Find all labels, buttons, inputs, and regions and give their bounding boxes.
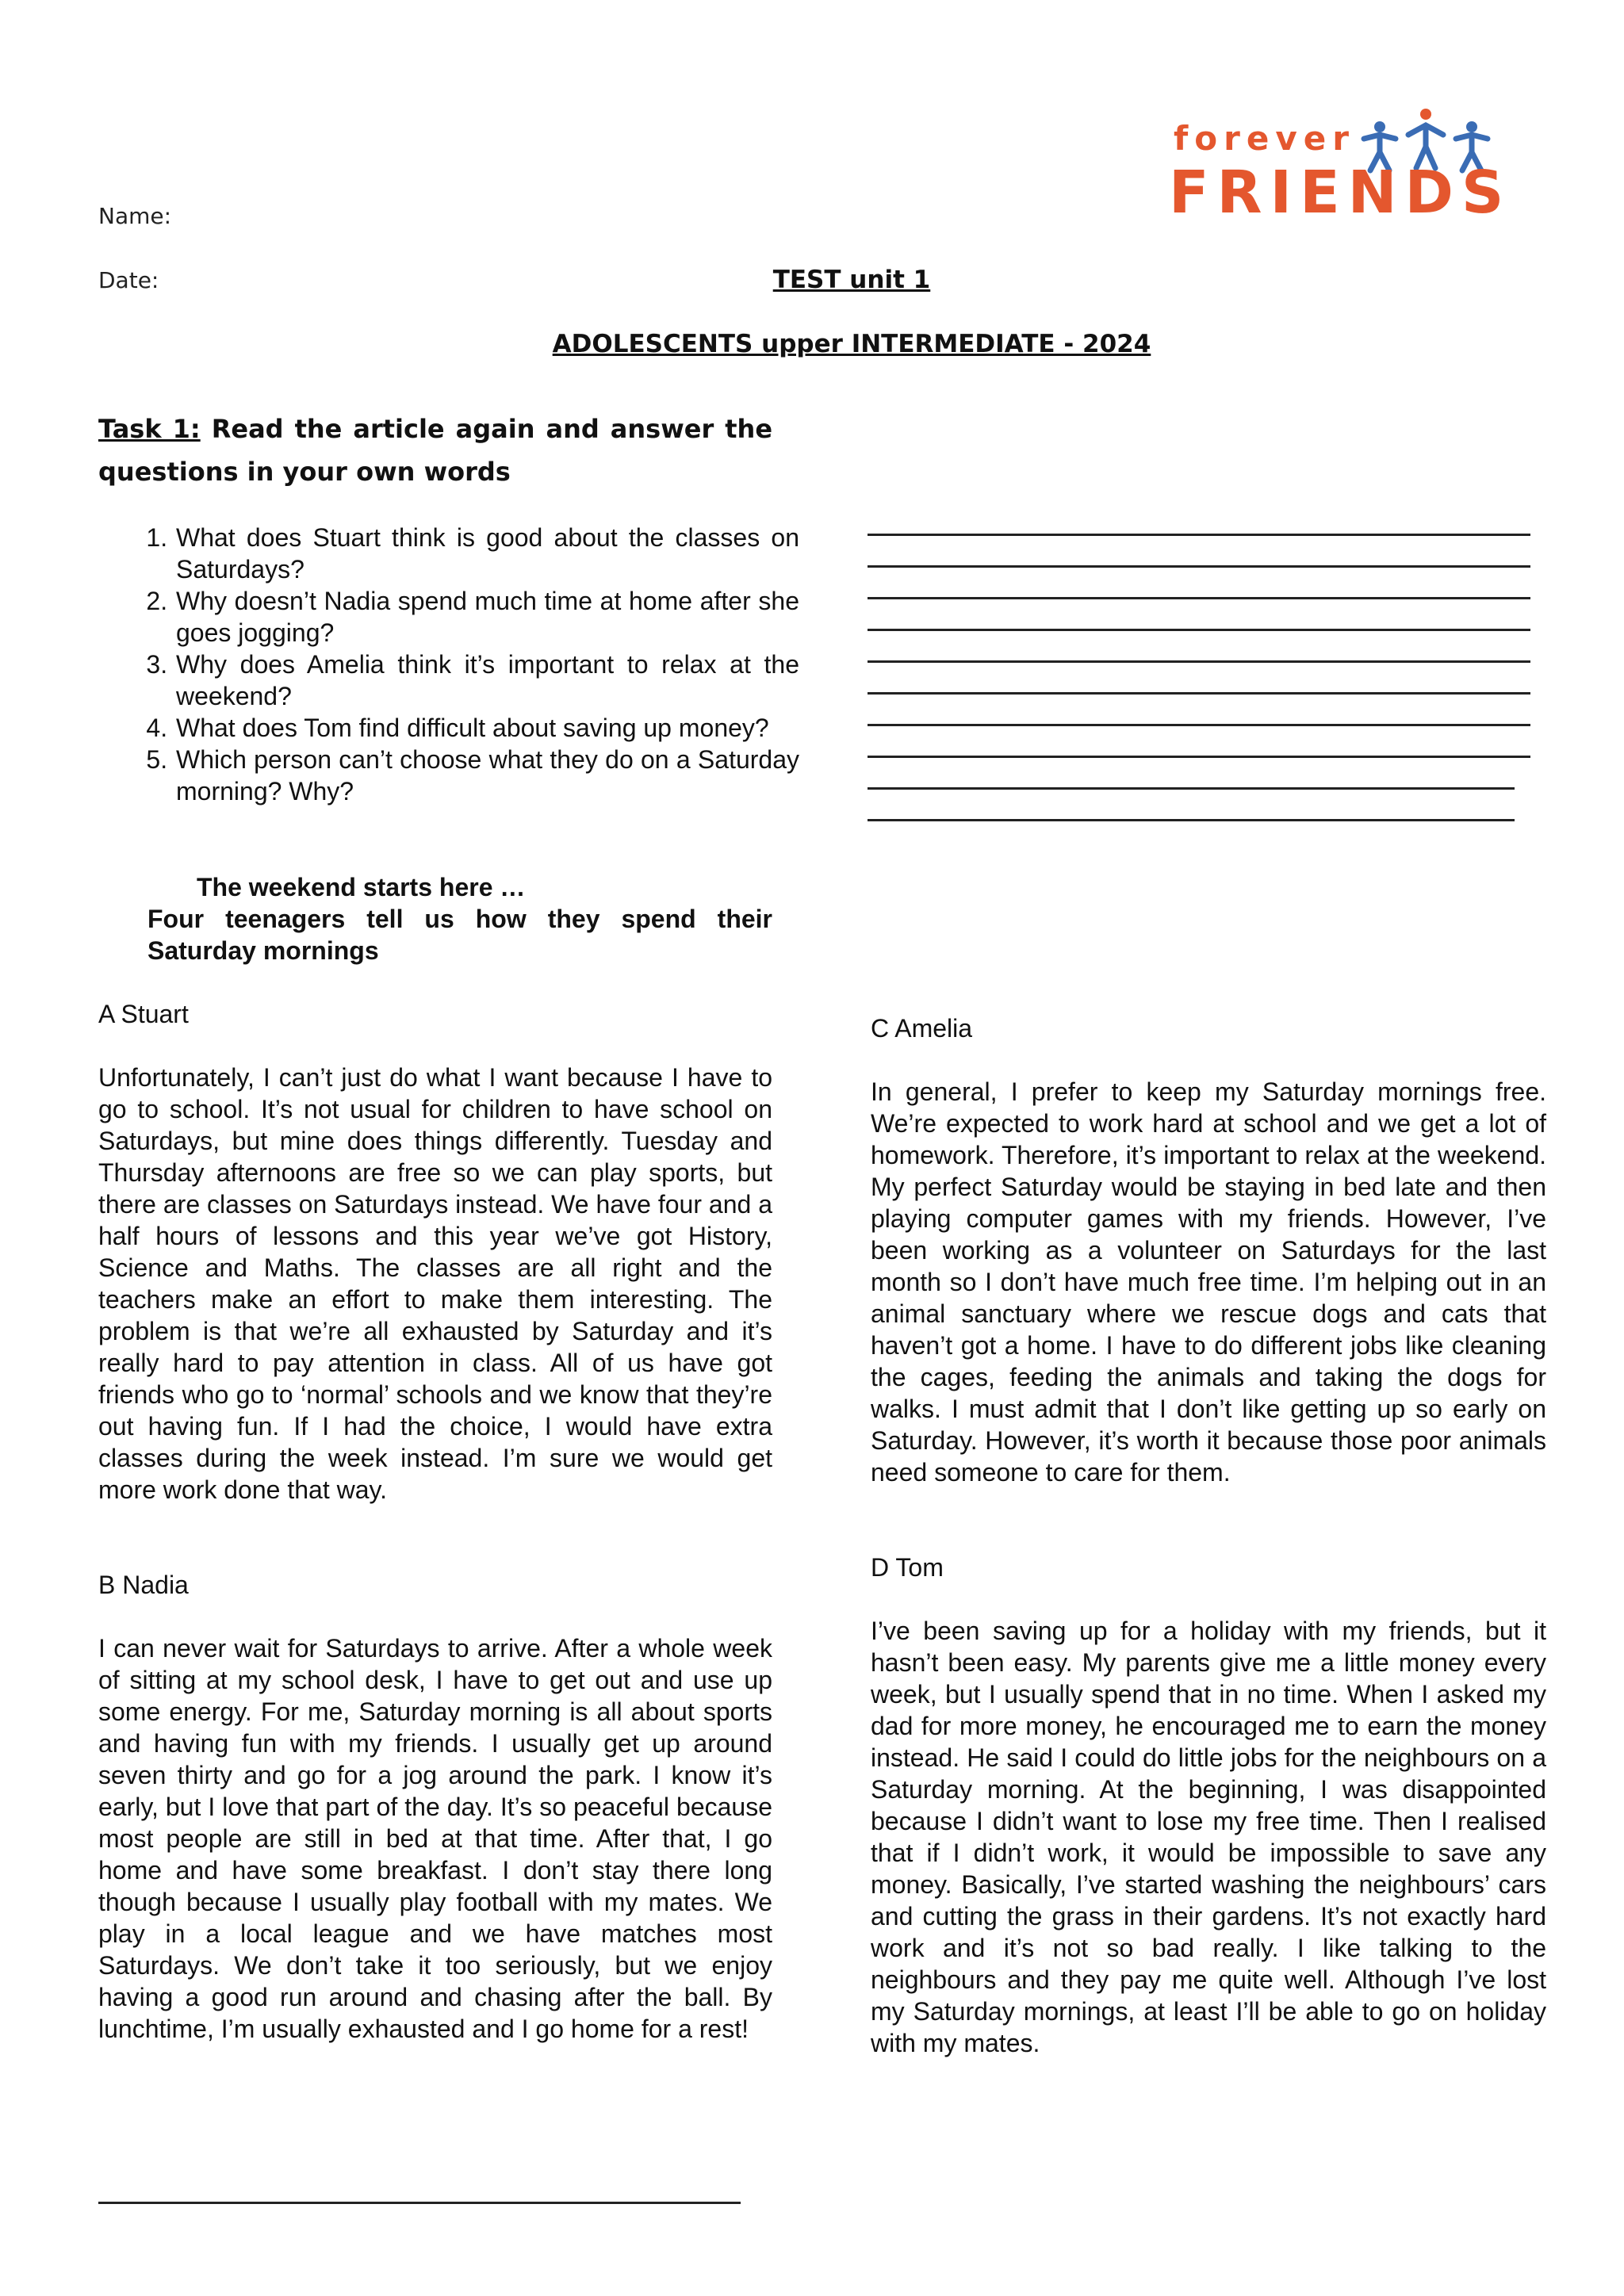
name-label: Name: [98, 203, 172, 229]
answer-line[interactable] [868, 565, 1530, 568]
answer-line[interactable] [868, 660, 1530, 663]
article-subheadline: Four teenagers tell us how they spend their Saturday mornings [147, 905, 772, 965]
answer-line[interactable] [868, 787, 1515, 790]
answer-line[interactable] [868, 629, 1530, 631]
section-d-text: I’ve been saving up for a holiday with my friends, but it hasn’t been easy. My parents give me a little money every week, but I usually spend that in no time. When I asked my dad for more money, he encouraged me to earn the money instead. He said I could do little jobs for the neighbours on a Saturday morning. At the beginning, I was disappointed because I didn’t want to lose my free time. Then I realised that if I didn’t work, it would be impossible to save any money. Basically, I’ve started washing the neighbours’ cars and cutting the grass in their gardens. It’s not exactly hard work and it’s not so bad really. I like talking to the neighbours and they pay me quite well. Although I’ve lost my Saturday mornings, at least I’ll be able to go on holiday with my mates. [871, 1617, 1546, 2057]
question-3: 3. Why does Amelia think it’s important to relax at the weekend? [174, 649, 799, 712]
section-a-heading: A Stuart [98, 1000, 189, 1028]
question-4: 4. What does Tom find difficult about saving up money? [174, 712, 799, 744]
answer-line[interactable] [868, 597, 1530, 599]
section-d-heading: D Tom [871, 1553, 944, 1582]
logo-friends-text: FRIENDS [1169, 159, 1512, 227]
task1-label: Task 1: [98, 414, 201, 444]
question-5: 5. Which person can’t choose what they do on a Saturday morning? Why? [174, 744, 799, 807]
article-headline: The weekend starts here … [197, 873, 526, 901]
course-title: ADOLESCENTS upper INTERMEDIATE - 2024 [552, 330, 1151, 358]
answer-line[interactable] [868, 756, 1530, 758]
section-b-text: I can never wait for Saturdays to arrive. After a whole week of sitting at my school desk, I have to get out and use up some energy. For me, Saturday morning is all about sports and having fun with my friends. I usually get up around seven thirty and go for a jog around the park. I know it’s early, but I love that part of the day. It’s so peaceful because most people are still in bed at that time. After that, I go home and have some breakfast. I don’t stay there long though because I usually play football with my mates. We play in a local league and we have matches most Saturdays. We don’t take it too seriously, but we enjoy having a good run around and chasing after the ball. By lunchtime, I’m usually exhausted and I go home for a rest! [98, 1634, 772, 2043]
section-b-heading: B Nadia [98, 1571, 189, 1599]
logo-forever-text: forever [1174, 119, 1355, 158]
task1-instruction [98, 408, 772, 493]
question-1: 1. What does Stuart think is good about the classes on Saturdays? [174, 522, 799, 585]
task1-instruction-text: Read the article again and answer the questions in your own words [98, 414, 773, 487]
test-title: TEST unit 1 [772, 266, 931, 294]
answer-line[interactable] [868, 692, 1530, 695]
answer-line[interactable] [868, 819, 1515, 821]
answer-line[interactable] [868, 534, 1530, 536]
section-c-heading: C Amelia [871, 1014, 973, 1043]
section-c-text: In general, I prefer to keep my Saturday mornings free. We’re expected to work hard at school and we get a lot of homework. Therefore, it’s important to relax at the weekend. My perfect Saturday would be staying in bed late and then playing computer games with my friends. However, I’ve been working as a volunteer on Saturdays for the last month so I don’t have much free time. I’m helping out in an animal sanctuary where we rescue dogs and cats that haven’t got a home. I have to do different jobs like cleaning the cages, feeding the animals and taking the dogs for walks. I must admit that I don’t like getting up so early on Saturday. However, it’s worth it because those poor animals need someone to care for them. [871, 1077, 1546, 1487]
logo [1166, 103, 1512, 230]
date-label: Date: [98, 267, 159, 293]
question-list [147, 522, 799, 807]
bottom-answer-line[interactable] [98, 2202, 741, 2204]
answer-line[interactable] [868, 724, 1530, 726]
question-2: 2. Why doesn’t Nadia spend much time at home after she goes jogging? [174, 585, 799, 649]
section-a-text: Unfortunately, I can’t just do what I want because I have to go to school. It’s not usual for children to have school on Saturdays, but mine does things differently. Tuesday and Thursday afternoons are free so we can play sports, but there are classes on Saturdays instead. We have four and a half hours of lessons and this year we’ve got History, Science and Maths. The classes are all right and the teachers make an effort to make them interesting. The problem is that we’re all exhausted by Saturday and it’s really hard to pay attention in class. All of us have got friends who go to ‘normal’ schools and we know that they’re out having fun. If I had the choice, I would have extra classes during the week instead. I’m sure we would get more work done that way. [98, 1063, 772, 1504]
